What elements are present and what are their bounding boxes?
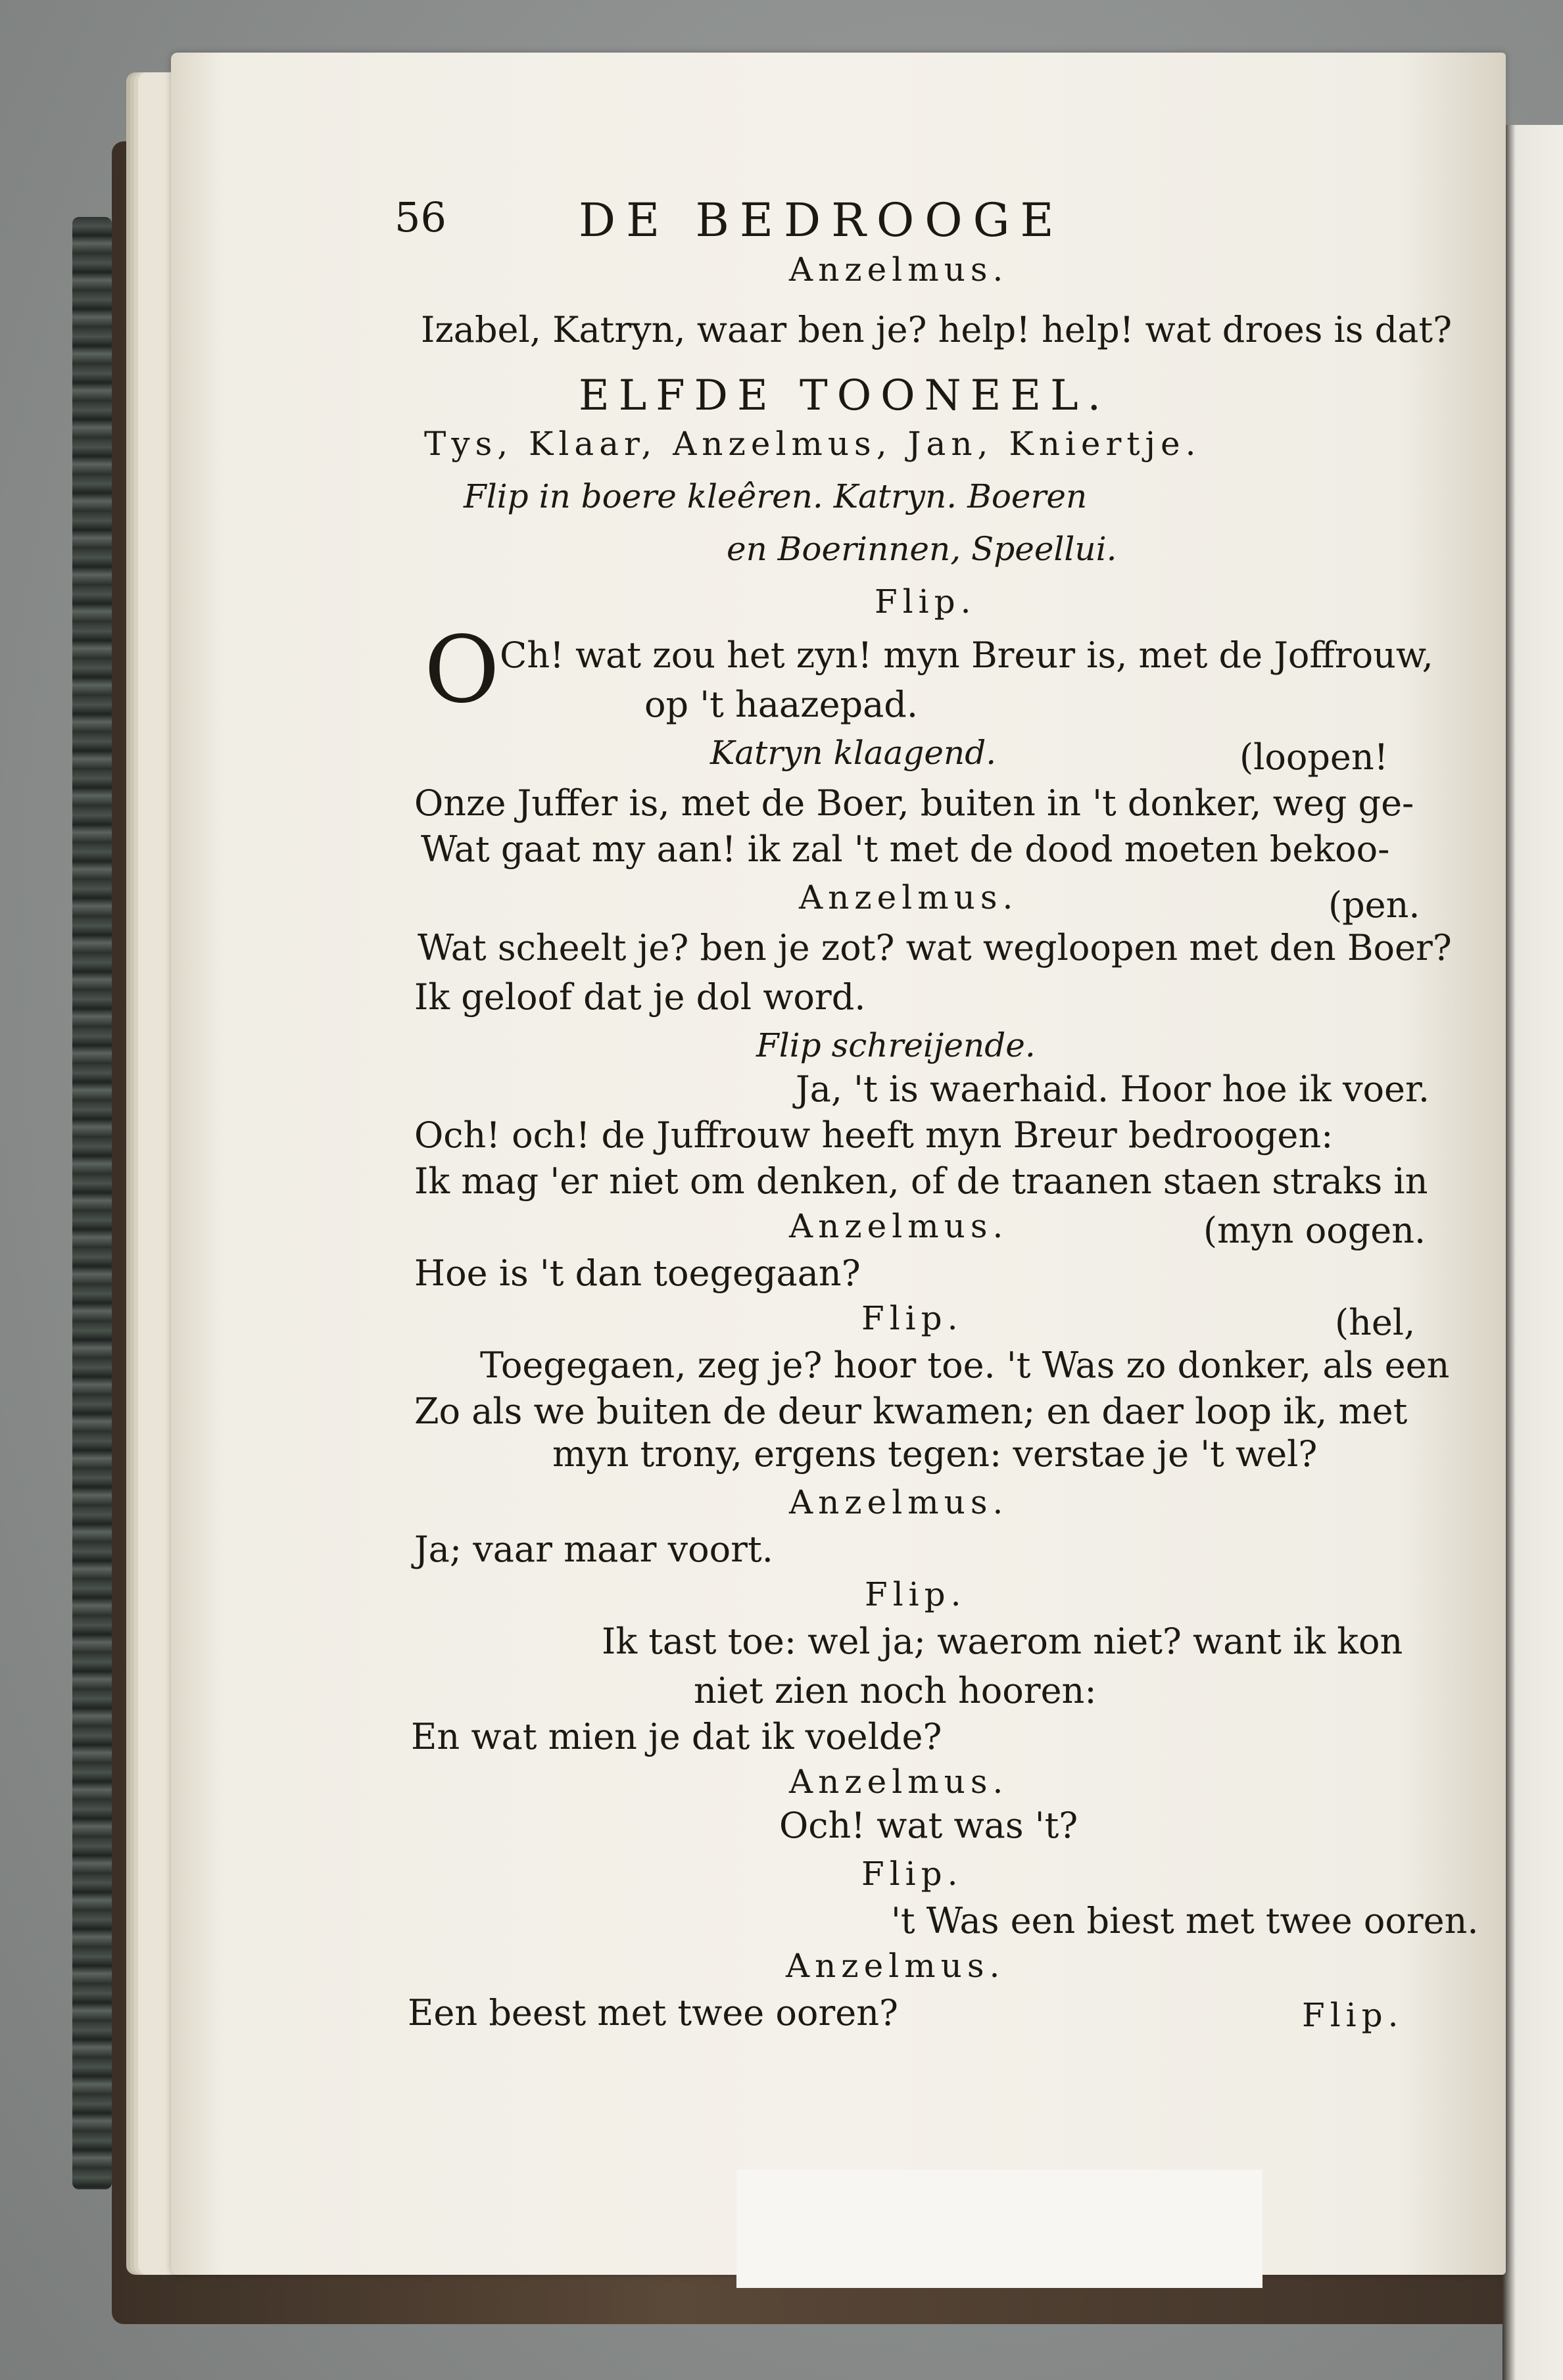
cast-list: Tys, Klaar, Anzelmus, Jan, Kniertje. xyxy=(424,425,1201,463)
verse-line: Ja; vaar maar voort. xyxy=(414,1529,773,1570)
verse-line: Hoe is 't dan toegegaan? xyxy=(414,1252,861,1294)
speaker-name: Anzelmus. xyxy=(789,1207,1009,1245)
verse-line: Toegegaen, zeg je? hoor toe. 't Was zo donker, als een xyxy=(480,1345,1450,1386)
scene-title: ELFDE TOONEEL. xyxy=(579,371,1110,420)
verse-line: 't Was een biest met twee ooren. xyxy=(891,1900,1479,1941)
speaker-name: Anzelmus. xyxy=(786,1947,1005,1985)
facing-page-edge xyxy=(1503,125,1563,2380)
turnover-fragment: (loopen! xyxy=(1239,736,1389,778)
speaker-name: Flip. xyxy=(861,1299,963,1337)
turnover-fragment: (hel, xyxy=(1335,1302,1416,1343)
verse-line: Och! wat was 't? xyxy=(779,1805,1078,1846)
verse-line: Izabel, Katryn, waar ben je? help! help! wat droes is dat? xyxy=(421,309,1453,350)
verse-line: Ja, 't is waerhaid. Hoor hoe ik voer. xyxy=(796,1068,1430,1110)
speaker-name: Anzelmus. xyxy=(799,878,1019,916)
speaker-name: Katryn klaagend. xyxy=(710,734,997,772)
verse-line: Een beest met twee ooren? xyxy=(408,1992,898,2034)
cast-list: en Boerinnen, Speellui. xyxy=(727,530,1117,568)
running-title: DE BEDROOGE xyxy=(579,193,1065,247)
speaker-name: Anzelmus. xyxy=(789,1763,1009,1801)
verse-line: Onze Juffer is, met de Boer, buiten in 't donker, weg ge- xyxy=(414,782,1414,824)
verse-line: Och! och! de Juffrouw heeft myn Breur bedroogen: xyxy=(414,1114,1334,1156)
turnover-fragment: (myn oogen. xyxy=(1203,1210,1426,1251)
verse-line: En wat mien je dat ik voelde? xyxy=(411,1716,942,1757)
speaker-name: Flip. xyxy=(861,1855,963,1893)
verse-line: Ik tast toe: wel ja; waerom niet? want ik kon xyxy=(602,1621,1403,1662)
drop-capital: O xyxy=(424,617,500,724)
library-label xyxy=(736,2170,1262,2288)
catchword: Flip. xyxy=(1302,1996,1404,2034)
verse-line: Ik mag 'er niet om denken, of de traanen staen straks in xyxy=(414,1160,1428,1202)
cast-list: Flip in boere kleêren. Katryn. Boeren xyxy=(464,477,1088,515)
verse-line: Wat gaat my aan! ik zal 't met de dood moeten bekoo- xyxy=(421,828,1390,870)
speaker-name: Flip. xyxy=(875,583,976,621)
verse-line: Ik geloof dat je dol word. xyxy=(414,976,866,1018)
page-number: 56 xyxy=(395,193,446,241)
verse-line: Ch! wat zou het zyn! myn Breur is, met de Joffrouw, xyxy=(500,634,1433,676)
marbled-edge xyxy=(72,217,112,2189)
verse-line: Wat scheelt je? ben je zot? wat wegloopen met den Boer? xyxy=(418,927,1452,968)
speaker-name: Flip schreijende. xyxy=(756,1026,1036,1064)
speaker-name: Flip. xyxy=(865,1575,967,1613)
verse-line: op 't haazepad. xyxy=(644,684,919,725)
turnover-fragment: (pen. xyxy=(1328,884,1420,926)
verse-line: niet zien noch hooren: xyxy=(694,1670,1097,1711)
verse-line: myn trony, ergens tegen: verstae je 't wel? xyxy=(552,1433,1318,1475)
verse-line: Zo als we buiten de deur kwamen; en daer loop ik, met xyxy=(414,1391,1408,1432)
speaker-name: Anzelmus. xyxy=(789,250,1009,289)
speaker-name: Anzelmus. xyxy=(789,1483,1009,1521)
